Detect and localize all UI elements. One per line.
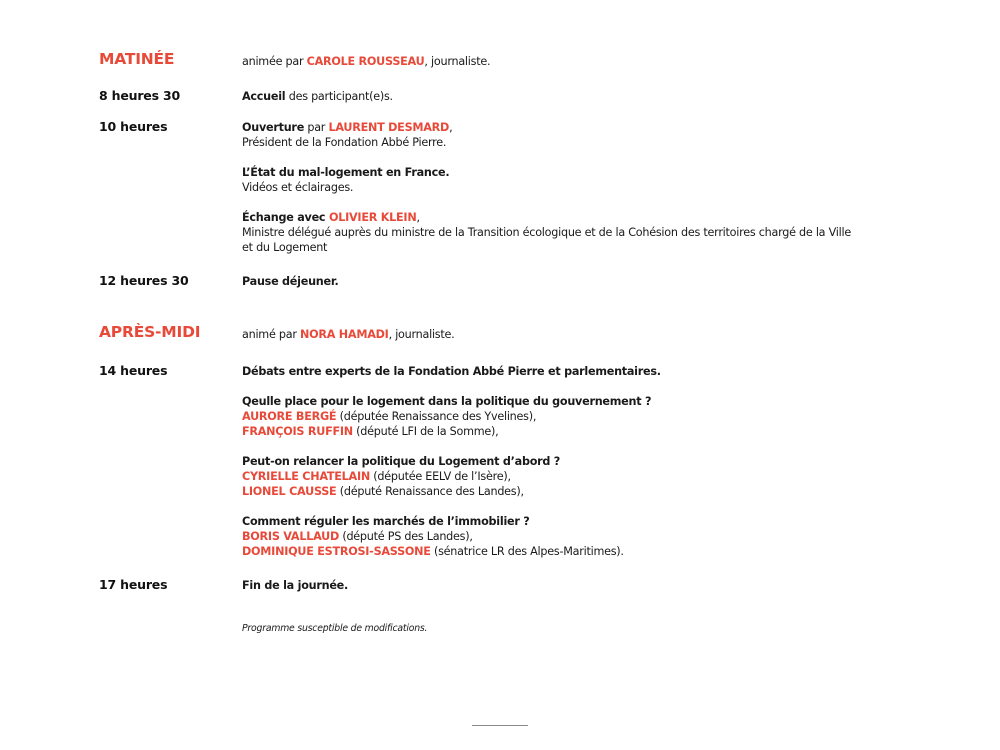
speaker-name: DOMINIQUE ESTROSI-SASSONE: [242, 545, 431, 558]
morning-host: animée par CAROLE ROUSSEAU, journaliste.: [242, 55, 491, 68]
exchange-speaker: OLIVIER KLEIN: [328, 211, 417, 224]
slot-content: Accueil des participant(e)s.: [242, 90, 393, 103]
debate-question: Qeulle place pour le logement dans la politique du gouvernement ?: [242, 395, 652, 408]
slot-time: 17 heures: [99, 577, 168, 592]
opening: Ouverture par LAURENT DESMARD, Président de la Fondation Abbé Pierre.: [242, 121, 453, 149]
speaker-role: (députée EELV de l’Isère),: [369, 470, 511, 483]
speaker-name: AURORE BERGÉ: [242, 410, 337, 423]
morning-title: MATINÉE: [99, 50, 175, 68]
opening-speaker: LAURENT DESMARD: [328, 121, 450, 134]
page-divider: [472, 725, 528, 726]
afternoon-host: animé par NORA HAMADI, journaliste.: [242, 328, 455, 341]
state-of-housing: L’État du mal-logement en France. Vidéos et éclairages.: [242, 166, 450, 194]
speaker-name: CYRIELLE CHATELAIN: [242, 470, 370, 483]
speaker-name: BORIS VALLAUD: [242, 530, 340, 543]
debate-question: Comment réguler les marchés de l’immobilier ?: [242, 515, 530, 528]
footer-note: Programme susceptible de modifications.: [242, 623, 428, 634]
slot-time: 14 heures: [99, 363, 168, 378]
speaker-role: (député Renaissance des Landes),: [336, 485, 524, 498]
slot-content: Fin de la journée.: [242, 579, 348, 592]
debate: [242, 454, 862, 499]
slot-time: 10 heures: [99, 119, 168, 134]
speaker-role: (député LFI de la Somme),: [352, 425, 499, 438]
exchange-role: Ministre délégué auprès du ministre de la Transition écologique et de la Cohésion des territoires chargé de la Ville et du Logement: [242, 226, 851, 254]
debates-intro: Débats entre experts de la Fondation Abbé Pierre et parlementaires.: [242, 365, 661, 378]
morning-host-name: CAROLE ROUSSEAU: [306, 55, 425, 68]
slot-content: [242, 120, 862, 255]
debate: [242, 394, 862, 439]
speaker-role: (sénatrice LR des Alpes-Maritimes).: [430, 545, 624, 558]
opening-role: Président de la Fondation Abbé Pierre.: [242, 136, 447, 149]
speaker-name: FRANÇOIS RUFFIN: [242, 425, 353, 438]
slot-time: 12 heures 30: [99, 273, 189, 288]
slot-content: Pause déjeuner.: [242, 275, 339, 288]
exchange: Échange avec OLIVIER KLEIN, Ministre délégué auprès du ministre de la Transition écologique et de la Cohésion des territoires chargé de la Ville et du Logement: [242, 211, 851, 254]
afternoon-title: APRÈS-MIDI: [99, 323, 201, 341]
speaker-name: LIONEL CAUSSE: [242, 485, 337, 498]
debate-question: Peut-on relancer la politique du Logement d’abord ?: [242, 455, 561, 468]
slot-time: 8 heures 30: [99, 88, 180, 103]
speaker-role: (député PS des Landes),: [339, 530, 473, 543]
speaker-role: (députée Renaissance des Yvelines),: [336, 410, 537, 423]
debate: [242, 514, 862, 559]
slot-content: [242, 364, 862, 559]
afternoon-host-name: NORA HAMADI: [300, 328, 389, 341]
